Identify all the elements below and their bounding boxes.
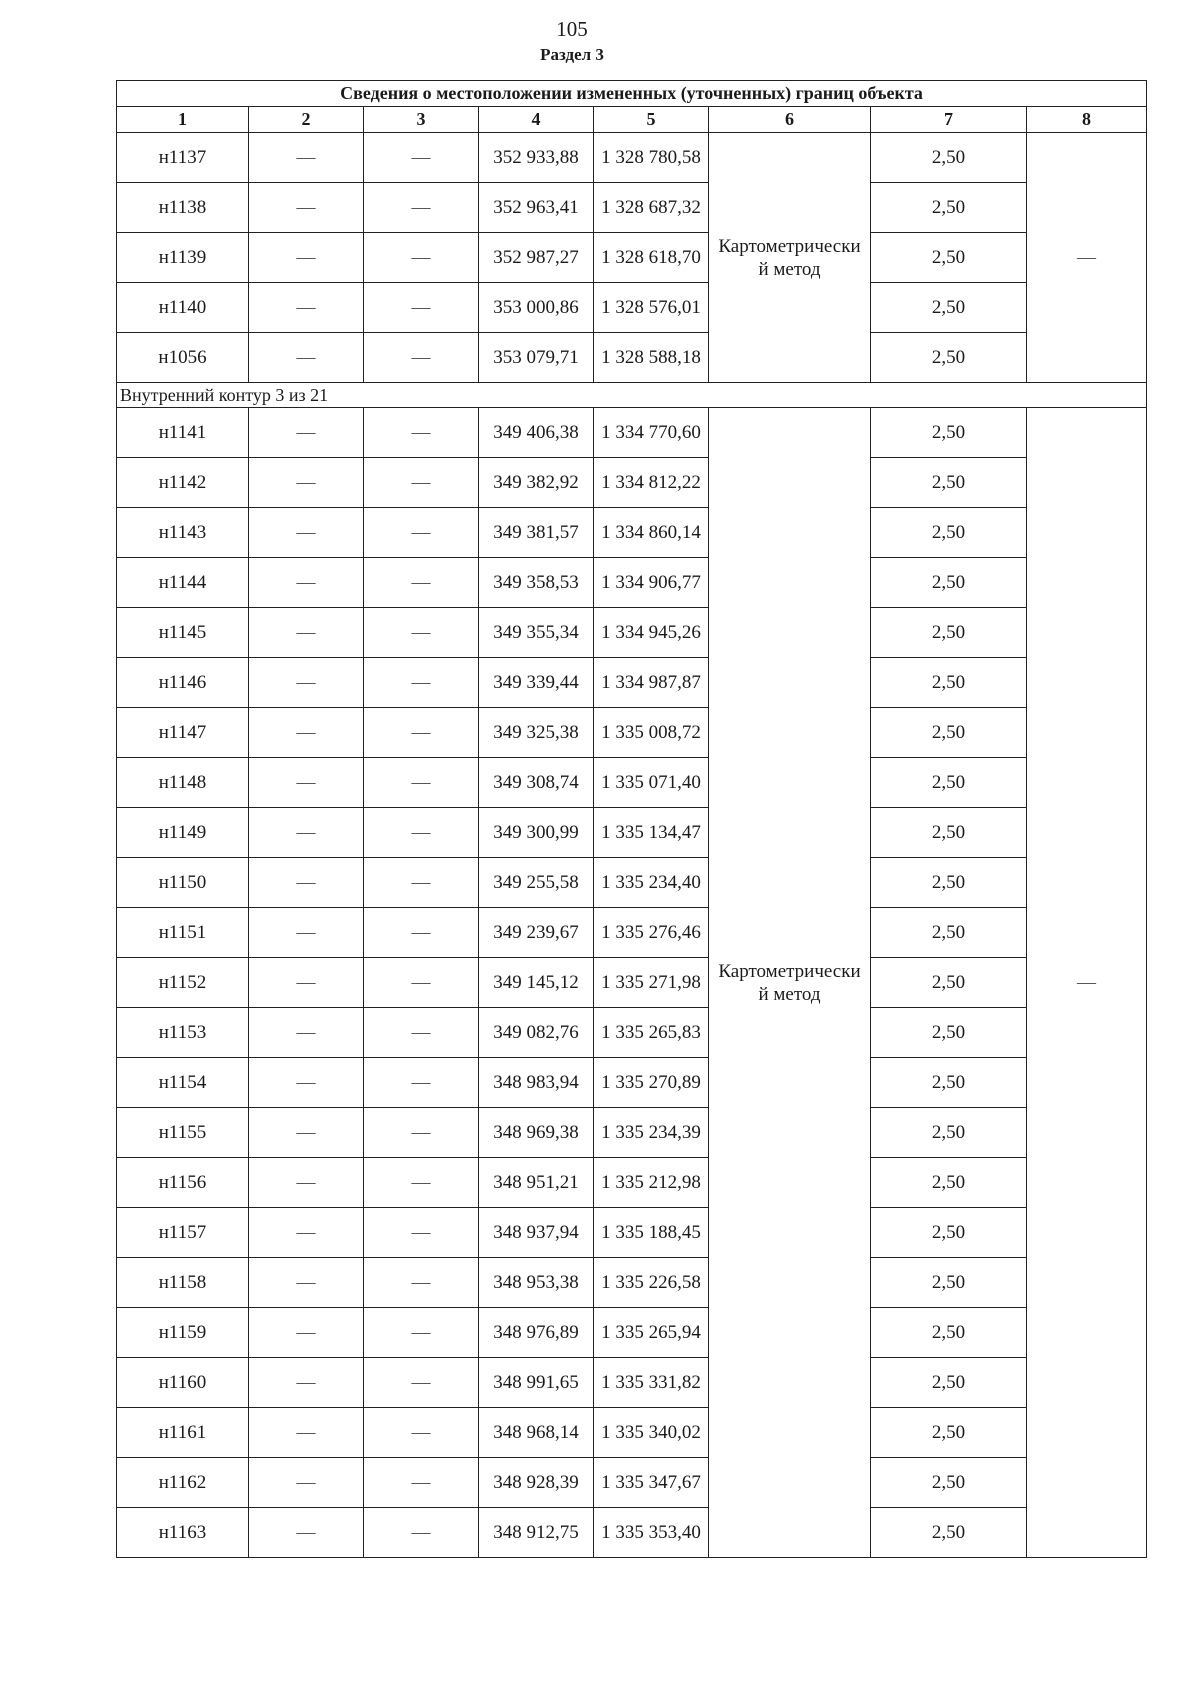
method-text: Картометрический метод [718,235,861,280]
point-id-cell: н1153 [117,1008,249,1058]
col3-cell: — [364,708,479,758]
x-coordinate-cell: 348 928,39 [479,1458,594,1508]
col2-cell: — [249,508,364,558]
table-row [117,133,1147,183]
table-row [117,1508,1147,1558]
x-coordinate-cell: 349 300,99 [479,808,594,858]
point-id-cell: н1145 [117,608,249,658]
table-row [117,183,1147,233]
col3-cell: — [364,858,479,908]
y-coordinate-cell: 1 334 770,60 [594,408,709,458]
x-coordinate-cell: 349 325,38 [479,708,594,758]
col3-cell: — [364,1058,479,1108]
y-coordinate-cell: 1 335 265,83 [594,1008,709,1058]
boundary-table [116,80,1147,1558]
x-coordinate-cell: 348 976,89 [479,1308,594,1358]
y-coordinate-cell: 1 335 226,58 [594,1258,709,1308]
col2-cell: — [249,558,364,608]
accuracy-cell: 2,50 [871,408,1027,458]
table-row [117,1208,1147,1258]
accuracy-cell: 2,50 [871,1408,1027,1458]
col3-cell: — [364,808,479,858]
y-coordinate-cell: 1 334 860,14 [594,508,709,558]
accuracy-cell: 2,50 [871,1058,1027,1108]
accuracy-cell: 2,50 [871,283,1027,333]
col3-cell: — [364,1158,479,1208]
table-row [117,333,1147,383]
table-row [117,1108,1147,1158]
col2-cell: — [249,283,364,333]
point-id-cell: н1162 [117,1458,249,1508]
col2-cell: — [249,408,364,458]
x-coordinate-cell: 349 355,34 [479,608,594,658]
table-row [117,233,1147,283]
x-coordinate-cell: 348 968,14 [479,1408,594,1458]
col2-cell: — [249,1058,364,1108]
col8-cell: — [1027,408,1147,1558]
col2-cell: — [249,1008,364,1058]
accuracy-cell: 2,50 [871,183,1027,233]
accuracy-cell: 2,50 [871,1258,1027,1308]
column-header: 2 [249,107,364,133]
column-header: 1 [117,107,249,133]
table-title: Сведения о местоположении измененных (уточненных) границ объекта [117,81,1147,107]
table-row [117,1058,1147,1108]
accuracy-cell: 2,50 [871,758,1027,808]
column-header: 5 [594,107,709,133]
table-row [117,1258,1147,1308]
y-coordinate-cell: 1 335 347,67 [594,1458,709,1508]
accuracy-cell: 2,50 [871,1508,1027,1558]
column-header: 4 [479,107,594,133]
method-cell [709,408,871,1558]
x-coordinate-cell: 353 000,86 [479,283,594,333]
col2-cell: — [249,233,364,283]
col2-cell: — [249,1208,364,1258]
col3-cell: — [364,1408,479,1458]
accuracy-cell: 2,50 [871,1008,1027,1058]
col3-cell: — [364,1208,479,1258]
point-id-cell: н1143 [117,508,249,558]
col2-cell: — [249,458,364,508]
y-coordinate-cell: 1 335 353,40 [594,1508,709,1558]
x-coordinate-cell: 352 987,27 [479,233,594,283]
point-id-cell: н1158 [117,1258,249,1308]
point-id-cell: н1154 [117,1058,249,1108]
col3-cell: — [364,1458,479,1508]
col3-cell: — [364,1508,479,1558]
y-coordinate-cell: 1 335 188,45 [594,1208,709,1258]
x-coordinate-cell: 348 983,94 [479,1058,594,1108]
y-coordinate-cell: 1 335 270,89 [594,1058,709,1108]
column-header: 3 [364,107,479,133]
accuracy-cell: 2,50 [871,1308,1027,1358]
col2-cell: — [249,958,364,1008]
col3-cell: — [364,283,479,333]
table-row [117,1358,1147,1408]
col3-cell: — [364,958,479,1008]
col2-cell: — [249,333,364,383]
y-coordinate-cell: 1 335 340,02 [594,1408,709,1458]
col2-cell: — [249,1258,364,1308]
col3-cell: — [364,1008,479,1058]
x-coordinate-cell: 349 239,67 [479,908,594,958]
y-coordinate-cell: 1 328 780,58 [594,133,709,183]
col2-cell: — [249,1508,364,1558]
col3-cell: — [364,1108,479,1158]
x-coordinate-cell: 348 912,75 [479,1508,594,1558]
accuracy-cell: 2,50 [871,508,1027,558]
column-header-row [117,107,1147,133]
table-row [117,558,1147,608]
table-row [117,808,1147,858]
accuracy-cell: 2,50 [871,458,1027,508]
y-coordinate-cell: 1 334 945,26 [594,608,709,658]
col3-cell: — [364,758,479,808]
y-coordinate-cell: 1 335 134,47 [594,808,709,858]
x-coordinate-cell: 348 951,21 [479,1158,594,1208]
x-coordinate-cell: 348 969,38 [479,1108,594,1158]
table-row [117,958,1147,1008]
accuracy-cell: 2,50 [871,1458,1027,1508]
col3-cell: — [364,608,479,658]
y-coordinate-cell: 1 335 071,40 [594,758,709,808]
col2-cell: — [249,1358,364,1408]
accuracy-cell: 2,50 [871,658,1027,708]
table-row [117,1308,1147,1358]
y-coordinate-cell: 1 335 265,94 [594,1308,709,1358]
point-id-cell: н1137 [117,133,249,183]
y-coordinate-cell: 1 334 987,87 [594,658,709,708]
accuracy-cell: 2,50 [871,558,1027,608]
point-id-cell: н1149 [117,808,249,858]
col3-cell: — [364,558,479,608]
x-coordinate-cell: 348 991,65 [479,1358,594,1408]
col3-cell: — [364,658,479,708]
col2-cell: — [249,1158,364,1208]
point-id-cell: н1146 [117,658,249,708]
col2-cell: — [249,708,364,758]
y-coordinate-cell: 1 328 618,70 [594,233,709,283]
point-id-cell: н1151 [117,908,249,958]
point-id-cell: н1156 [117,1158,249,1208]
x-coordinate-cell: 349 406,38 [479,408,594,458]
accuracy-cell: 2,50 [871,608,1027,658]
y-coordinate-cell: 1 335 331,82 [594,1358,709,1408]
col3-cell: — [364,233,479,283]
col2-cell: — [249,808,364,858]
x-coordinate-cell: 352 933,88 [479,133,594,183]
col3-cell: — [364,333,479,383]
point-id-cell: н1148 [117,758,249,808]
y-coordinate-cell: 1 335 212,98 [594,1158,709,1208]
accuracy-cell: 2,50 [871,333,1027,383]
x-coordinate-cell: 348 937,94 [479,1208,594,1258]
y-coordinate-cell: 1 335 234,39 [594,1108,709,1158]
accuracy-cell: 2,50 [871,1358,1027,1408]
accuracy-cell: 2,50 [871,908,1027,958]
accuracy-cell: 2,50 [871,1108,1027,1158]
col3-cell: — [364,508,479,558]
x-coordinate-cell: 353 079,71 [479,333,594,383]
col3-cell: — [364,908,479,958]
x-coordinate-cell: 349 308,74 [479,758,594,808]
accuracy-cell: 2,50 [871,808,1027,858]
point-id-cell: н1138 [117,183,249,233]
col2-cell: — [249,183,364,233]
col2-cell: — [249,758,364,808]
table-row [117,1458,1147,1508]
table-row [117,283,1147,333]
x-coordinate-cell: 348 953,38 [479,1258,594,1308]
column-header: 6 [709,107,871,133]
page-number: 105 [556,17,588,41]
column-header: 8 [1027,107,1147,133]
point-id-cell: н1160 [117,1358,249,1408]
table-row [117,858,1147,908]
point-id-cell: н1155 [117,1108,249,1158]
col3-cell: — [364,1258,479,1308]
y-coordinate-cell: 1 334 906,77 [594,558,709,608]
x-coordinate-cell: 349 358,53 [479,558,594,608]
y-coordinate-cell: 1 335 234,40 [594,858,709,908]
point-id-cell: н1163 [117,1508,249,1558]
x-coordinate-cell: 352 963,41 [479,183,594,233]
accuracy-cell: 2,50 [871,233,1027,283]
method-cell [709,133,871,383]
contour-label: Внутренний контур 3 из 21 [117,383,1147,408]
col2-cell: — [249,1108,364,1158]
point-id-cell: н1056 [117,333,249,383]
accuracy-cell: 2,50 [871,1158,1027,1208]
x-coordinate-cell: 349 382,92 [479,458,594,508]
col2-cell: — [249,658,364,708]
accuracy-cell: 2,50 [871,1208,1027,1258]
method-text: Картометрический метод [718,960,861,1005]
col2-cell: — [249,133,364,183]
table-row [117,658,1147,708]
col8-cell: — [1027,133,1147,383]
point-id-cell: н1159 [117,1308,249,1358]
x-coordinate-cell: 349 082,76 [479,1008,594,1058]
col2-cell: — [249,908,364,958]
col2-cell: — [249,1458,364,1508]
x-coordinate-cell: 349 381,57 [479,508,594,558]
y-coordinate-cell: 1 335 271,98 [594,958,709,1008]
contour-label-row [117,383,1147,408]
y-coordinate-cell: 1 335 276,46 [594,908,709,958]
point-id-cell: н1144 [117,558,249,608]
point-id-cell: н1139 [117,233,249,283]
table-row [117,708,1147,758]
y-coordinate-cell: 1 328 588,18 [594,333,709,383]
col3-cell: — [364,133,479,183]
y-coordinate-cell: 1 335 008,72 [594,708,709,758]
col2-cell: — [249,858,364,908]
table-row [117,408,1147,458]
point-id-cell: н1157 [117,1208,249,1258]
col2-cell: — [249,1308,364,1358]
point-id-cell: н1152 [117,958,249,1008]
table-row [117,758,1147,808]
accuracy-cell: 2,50 [871,133,1027,183]
y-coordinate-cell: 1 328 687,32 [594,183,709,233]
point-id-cell: н1141 [117,408,249,458]
section-title: Раздел 3 [540,45,604,64]
point-id-cell: н1161 [117,1408,249,1458]
accuracy-cell: 2,50 [871,958,1027,1008]
table-row [117,1158,1147,1208]
col2-cell: — [249,608,364,658]
x-coordinate-cell: 349 255,58 [479,858,594,908]
col2-cell: — [249,1408,364,1458]
point-id-cell: н1142 [117,458,249,508]
accuracy-cell: 2,50 [871,708,1027,758]
table-row [117,1408,1147,1458]
point-id-cell: н1147 [117,708,249,758]
col3-cell: — [364,183,479,233]
col3-cell: — [364,458,479,508]
table-row [117,908,1147,958]
accuracy-cell: 2,50 [871,858,1027,908]
x-coordinate-cell: 349 145,12 [479,958,594,1008]
table-row [117,608,1147,658]
table-row [117,458,1147,508]
y-coordinate-cell: 1 328 576,01 [594,283,709,333]
table-row [117,1008,1147,1058]
point-id-cell: н1140 [117,283,249,333]
table-row [117,508,1147,558]
point-id-cell: н1150 [117,858,249,908]
column-header: 7 [871,107,1027,133]
col3-cell: — [364,1358,479,1408]
col3-cell: — [364,408,479,458]
x-coordinate-cell: 349 339,44 [479,658,594,708]
col3-cell: — [364,1308,479,1358]
y-coordinate-cell: 1 334 812,22 [594,458,709,508]
